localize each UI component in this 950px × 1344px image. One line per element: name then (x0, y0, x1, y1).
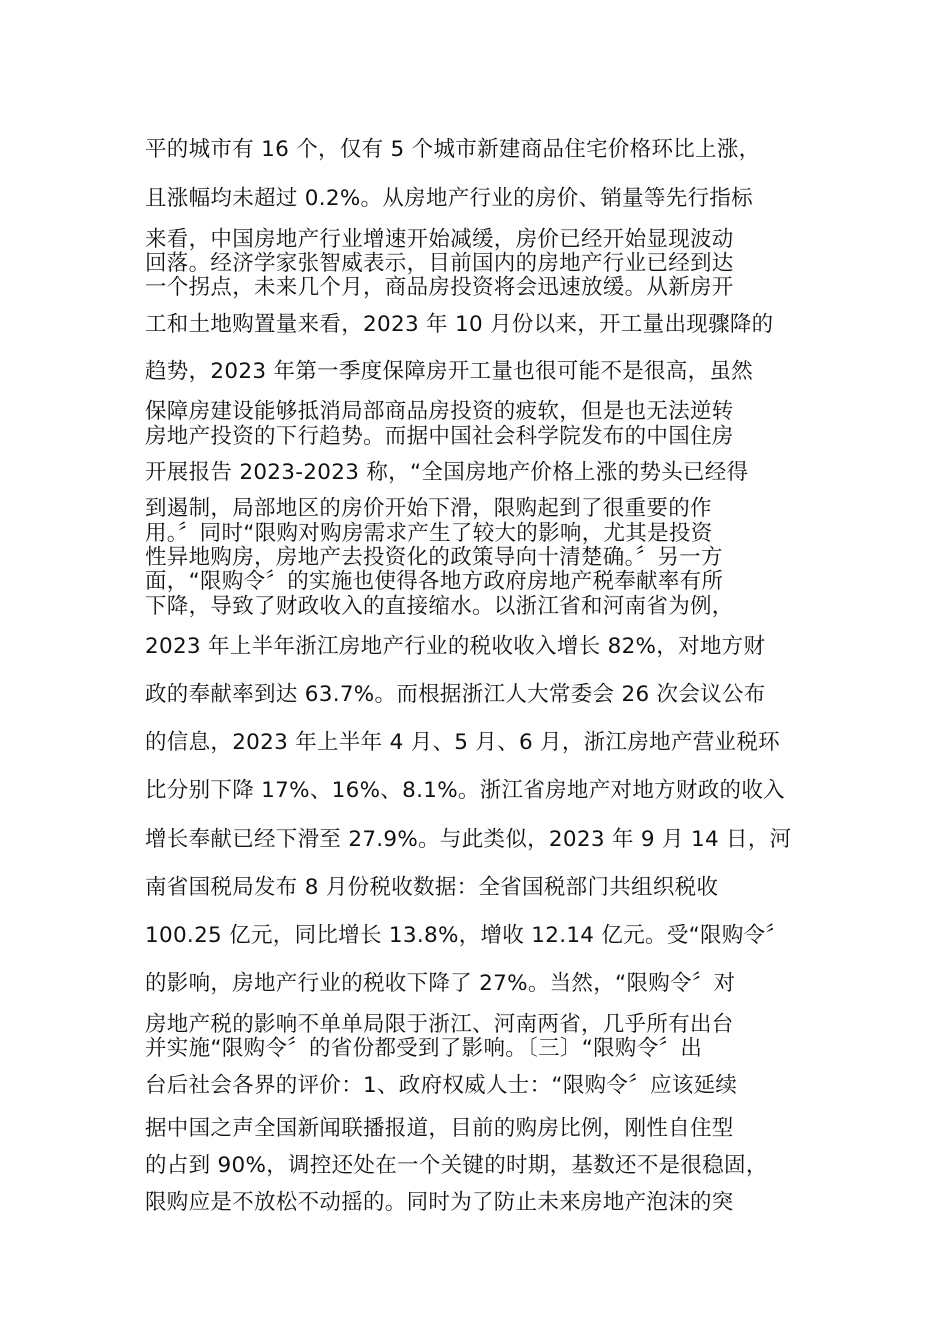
text-line: 房地产税的影响不单单局限于浙江、河南两省，几乎所有出台 (145, 1012, 734, 1037)
text-line: 回落。经济学家张智威表示，目前国内的房地产行业已经到达 (145, 251, 734, 276)
text-line: 面，“限购令〞的实施也使得各地方政府房地产税奉献率有所 (145, 569, 724, 594)
text-line: 比分别下降 17%、16%、8.1%。浙江省房地产对地方财政的收入 (145, 778, 785, 803)
text-line: 开展报告 2023-2023 称，“全国房地产价格上涨的势头已经得 (145, 460, 749, 485)
text-line: 的信息，2023 年上半年 4 月、5 月、6 月，浙江房地产营业税环 (145, 730, 780, 755)
text-line: 2023 年上半年浙江房地产行业的税收收入增长 82%，对地方财 (145, 634, 766, 659)
text-line: 房地产投资的下行趋势。而据中国社会科学院发布的中国住房 (145, 424, 734, 449)
text-line: 据中国之声全国新闻联播报道，目前的购房比例，刚性自住型 (145, 1116, 734, 1141)
text-line: 到遏制，局部地区的房价开始下滑，限购起到了很重要的作 (145, 496, 712, 521)
text-line: 100.25 亿元，同比增长 13.8%，增收 12.14 亿元。受“限购令〞 (145, 923, 788, 948)
text-line: 性异地购房，房地产去投资化的政策导向十清楚确。〞另一方 (145, 545, 723, 570)
text-line: 趋势，2023 年第一季度保障房开工量也很可能不是很高，虽然 (145, 359, 754, 384)
text-line: 并实施“限购令〞的省份都受到了影响。〔三〕“限购令〞出 (145, 1036, 703, 1061)
text-line: 台后社会各界的评价：1、政府权威人士：“限购令〞应该延续 (145, 1073, 738, 1098)
text-line: 平的城市有 16 个，仅有 5 个城市新建商品住宅价格环比上涨， (145, 137, 761, 162)
text-line: 用。〞同时“限购对购房需求产生了较大的影响，尤其是投资 (145, 521, 713, 546)
text-line: 且涨幅均未超过 0.2%。从房地产行业的房价、销量等先行指标 (145, 186, 753, 211)
text-line: 保障房建设能够抵消局部商品房投资的疲软，但是也无法逆转 (145, 399, 734, 424)
text-line: 政的奉献率到达 63.7%。而根据浙江人大常委会 26 次会议公布 (145, 682, 766, 707)
text-line: 的占到 90%，调控还处在一个关键的时期，基数还不是很稳固， (145, 1153, 768, 1178)
text-line: 限购应是不放松不动摇的。同时为了防止未来房地产泡沫的突 (145, 1190, 734, 1215)
text-line: 的影响，房地产行业的税收下降了 27%。当然，“限购令〞对 (145, 971, 736, 996)
text-line: 南省国税局发布 8 月份税收数据：全省国税部门共组织税收 (145, 875, 719, 900)
text-line: 一个拐点，未来几个月，商品房投资将会迅速放缓。从新房开 (145, 275, 734, 300)
text-line: 工和土地购置量来看，2023 年 10 月份以来，开工量出现骤降的 (145, 312, 774, 337)
text-line: 下降，导致了财政收入的直接缩水。以浙江省和河南省为例， (145, 594, 734, 619)
text-line: 增长奉献已经下滑至 27.9%。与此类似，2023 年 9 月 14 日，河 (145, 827, 792, 852)
text-line: 来看，中国房地产行业增速开始减缓，房价已经开始显现波动 (145, 227, 734, 252)
